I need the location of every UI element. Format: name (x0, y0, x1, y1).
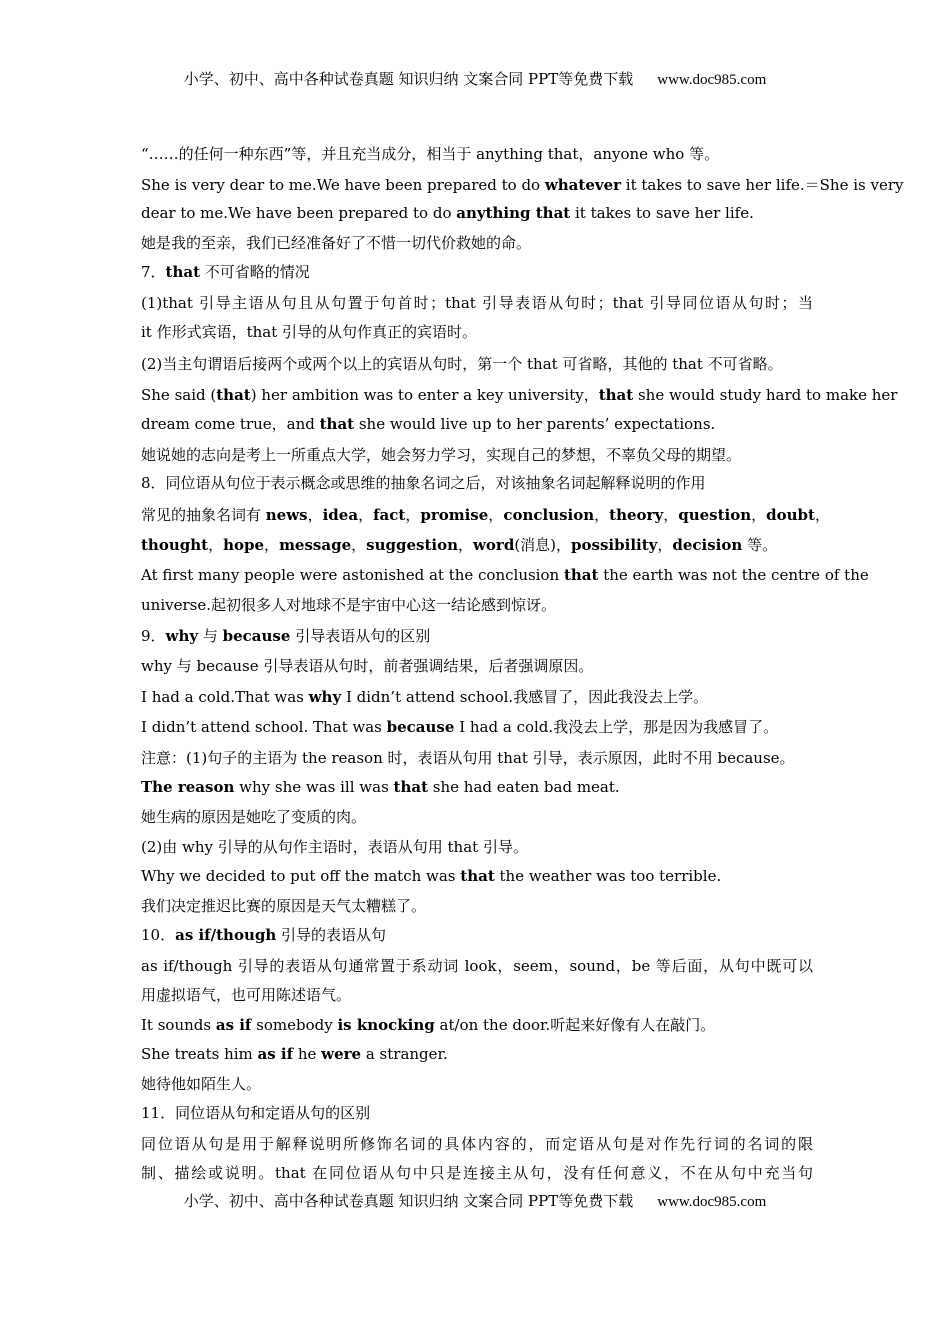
text-line: 常见的抽象名词有 news，idea，fact，promise，conclusion，theory，question，doubt， (141, 506, 830, 524)
text-line: it 作形式宾语，that 引导的从句作真正的宾语时。 (141, 323, 478, 341)
example-sentence: The reason why she was ill was that she had eaten bad meat. (141, 778, 620, 796)
translation: 她待他如陌生人。 (141, 1075, 262, 1093)
text-line: “……的任何一种东西”等，并且充当成分，相当于 anything that，anyone who 等。 (141, 145, 720, 163)
text-line: as if/though 引导的表语从句通常置于系动词 look，seem，sound，be 等后面，从句中既可以 (141, 957, 813, 975)
text-line: (2)当主句谓语后接两个或两个以上的宾语从句时，第一个 that 可省略，其他的 that 不可省略。 (141, 355, 783, 373)
example-sentence: dream come true，and that she would live up to her parents’ expectations. (141, 415, 716, 433)
footer-text: 小学、初中、高中各种试卷真题 知识归纳 文案合同 PPT等免费下载 (183, 1192, 634, 1210)
text-line: 制、描绘或说明。that 在同位语从句中只是连接主从句，没有任何意义，不在从句中充当句 (141, 1164, 813, 1182)
text-line: thought，hope，message，suggestion，word(消息)，possibility，decision 等。 (141, 536, 778, 554)
example-sentence: At first many people were astonished at the conclusion that the earth was not the centre of the (141, 566, 869, 584)
example-sentence: She treats him as if he were a stranger. (141, 1045, 448, 1063)
section-heading: 8．同位语从句位于表示概念或思维的抽象名词之后，对该抽象名词起解释说明的作用 (141, 474, 706, 492)
text-line: (1)that 引导主语从句且从句置于句首时；that 引导表语从句时；that 引导同位语从句时；当 (141, 294, 813, 312)
translation: 我们决定推迟比赛的原因是天气太糟糕了。 (141, 897, 427, 915)
text-line: 同位语从句是用于解释说明所修饰名词的具体内容的，而定语从句是对作先行词的名词的限 (141, 1135, 813, 1153)
section-heading: 7．that 不可省略的情况 (141, 263, 310, 281)
header-text: 小学、初中、高中各种试卷真题 知识归纳 文案合同 PPT等免费下载 (183, 70, 634, 88)
translation: universe.起初很多人对地球不是宇宙中心这一结论感到惊讶。 (141, 596, 556, 614)
header-site-link[interactable]: www.doc985.com (657, 72, 767, 88)
page-footer (0, 1191, 950, 1212)
translation: 她生病的原因是她吃了变质的肉。 (141, 808, 367, 826)
example-sentence: dear to me.We have been prepared to do anything that it takes to save her life. (141, 204, 754, 222)
example-sentence: I didn’t attend school. That was because I had a cold.我没去上学，那是因为我感冒了。 (141, 718, 779, 736)
footer-site-link[interactable]: www.doc985.com (657, 1194, 767, 1210)
text-line: (2)由 why 引导的从句作主语时，表语从句用 that 引导。 (141, 838, 528, 856)
translation: 她说她的志向是考上一所重点大学，她会努力学习，实现自己的梦想，不辜负父母的期望。 (141, 446, 742, 464)
example-sentence: Why we decided to put off the match was that the weather was too terrible. (141, 867, 722, 885)
example-sentence: She said (that) her ambition was to enter a key university，that she would study hard to make her (141, 386, 898, 404)
example-sentence: She is very dear to me.We have been prepared to do whatever it takes to save her life.＝She is very (141, 176, 904, 194)
section-heading: 10．as if/though 引导的表语从句 (141, 926, 387, 944)
page-header (0, 69, 950, 90)
example-sentence: It sounds as if somebody is knocking at/on the door.听起来好像有人在敲门。 (141, 1016, 716, 1034)
section-heading: 11．同位语从句和定语从句的区别 (141, 1104, 371, 1122)
text-line: why 与 because 引导表语从句时，前者强调结果，后者强调原因。 (141, 657, 594, 675)
example-sentence: I had a cold.That was why I didn’t attend school.我感冒了，因此我没去上学。 (141, 688, 709, 706)
note: 注意：(1)句子的主语为 the reason 时，表语从句用 that 引导，表示原因，此时不用 because。 (141, 749, 795, 767)
text-line: 用虚拟语气，也可用陈述语气。 (141, 986, 352, 1004)
section-heading: 9．why 与 because 引导表语从句的区别 (141, 627, 431, 645)
translation: 她是我的至亲，我们已经准备好了不惜一切代价救她的命。 (141, 234, 532, 252)
